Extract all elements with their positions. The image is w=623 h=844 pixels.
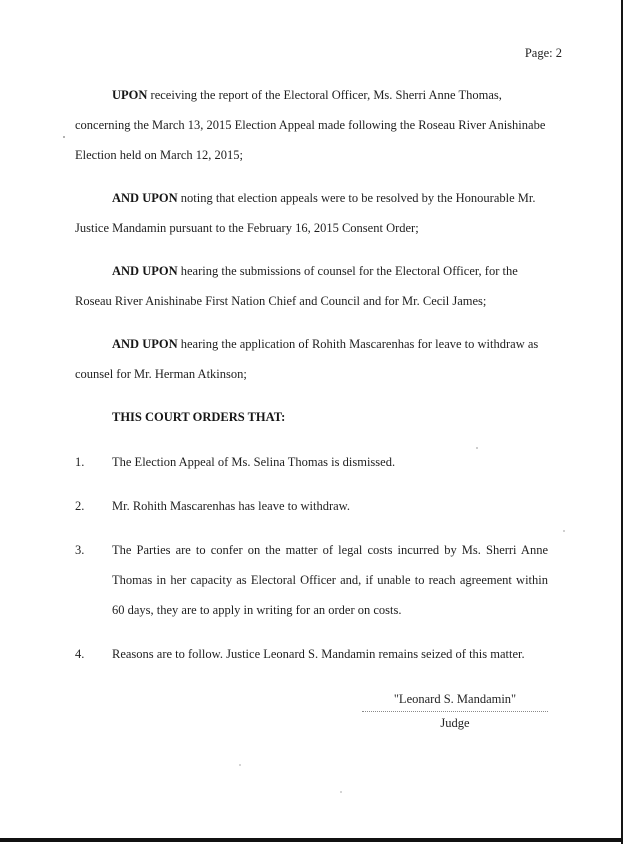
scan-speck: [63, 136, 65, 138]
order-text: Reasons are to follow. Justice Leonard S. Mandamin remains seized of this matter.: [112, 647, 525, 661]
scan-speck: [340, 791, 342, 793]
order-text: The Election Appeal of Ms. Selina Thomas is dismissed.: [112, 455, 396, 469]
order-number: 2.: [75, 499, 85, 513]
order-item-3: [75, 535, 548, 625]
scan-edge-bottom: [0, 838, 623, 842]
scan-speck: [476, 447, 478, 449]
order-text: The Parties are to confer on the matter of legal costs incurred by Ms. Sherri Anne Thomas in her capacity as Electoral Officer and, if unable to reach agreement within 60 days, they are to apply in writing for an order on costs.: [112, 543, 548, 617]
recital-text: noting that election appeals were to be resolved by the Honourable Mr. Justice Mandamin pursuant to the February 16, 2015 Consent Order;: [75, 191, 536, 235]
signature-name: "Leonard S. Mandamin": [362, 690, 548, 712]
document-body: [75, 80, 548, 734]
order-text: Mr. Rohith Mascarenhas has leave to withdraw.: [112, 499, 351, 513]
recital-paragraph-4: [75, 329, 548, 389]
order-item-1: [75, 447, 548, 477]
signature-block: [362, 690, 548, 734]
order-item-2: [75, 491, 548, 521]
recital-text: receiving the report of the Electoral Officer, Ms. Sherri Anne Thomas, concerning the March 13, 2015 Election Appeal made following the Roseau River Anishinabe Election held on March 12, 2015;: [75, 88, 546, 162]
order-number: 4.: [75, 647, 85, 661]
scan-speck: [563, 530, 565, 532]
signature-title: Judge: [440, 716, 470, 730]
order-number: 3.: [75, 543, 85, 557]
recital-lead: AND UPON: [112, 191, 178, 205]
recital-lead: AND UPON: [112, 264, 178, 278]
recital-text: hearing the submissions of counsel for the Electoral Officer, for the Roseau River Anishinabe First Nation Chief and Council and for Mr. Cecil James;: [75, 264, 518, 308]
page-number: Page: 2: [524, 46, 562, 60]
recital-paragraph-3: [75, 256, 548, 316]
scan-speck: [239, 764, 241, 766]
recital-lead: AND UPON: [112, 337, 178, 351]
order-item-4: [75, 639, 548, 669]
recital-paragraph-2: [75, 183, 548, 243]
orders-heading: THIS COURT ORDERS THAT:: [112, 410, 286, 424]
recital-paragraph-1: [75, 80, 548, 170]
recital-lead: UPON: [112, 88, 148, 102]
order-number: 1.: [75, 455, 85, 469]
recital-text: hearing the application of Rohith Mascarenhas for leave to withdraw as counsel for Mr. Herman Atkinson;: [75, 337, 539, 381]
